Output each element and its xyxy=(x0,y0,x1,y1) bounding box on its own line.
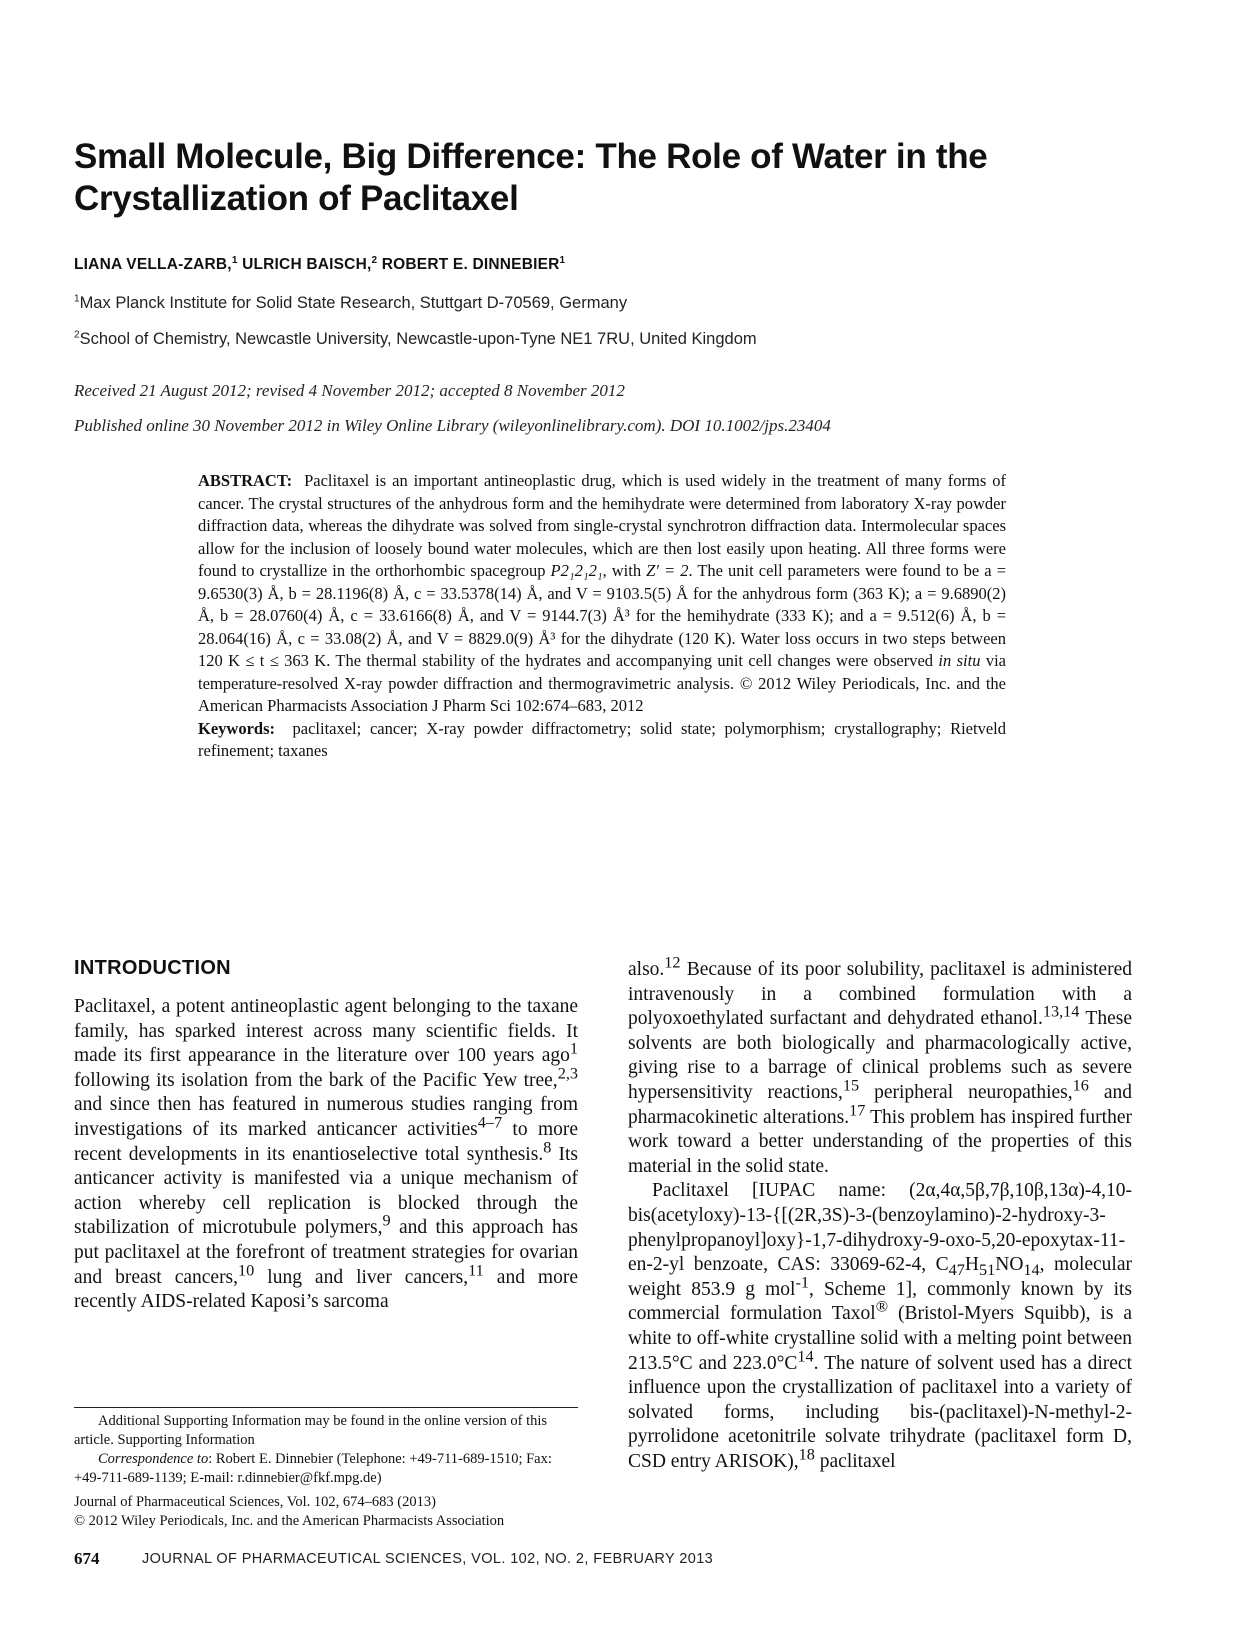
article-title: Small Molecule, Big Difference: The Role of Water in the Crystallization of Paclitaxel xyxy=(74,137,988,218)
abstract-label: ABSTRACT: xyxy=(198,471,293,490)
author-list xyxy=(74,256,565,274)
author-name: ROBERT E. DINNEBIER xyxy=(381,256,560,273)
section-heading-introduction: INTRODUCTION xyxy=(74,957,231,979)
body-column-right xyxy=(628,953,1133,1474)
publication-info: Published online 30 November 2012 in Wiley Online Library (wileyonlinelibrary.com). DOI 10.1002/jps.23404 xyxy=(74,416,831,435)
received-dates: Received 21 August 2012; revised 4 November 2012; accepted 8 November 2012 xyxy=(74,381,625,400)
author-name: ULRICH BAISCH, xyxy=(242,256,372,273)
abstract-text: ABSTRACT: Paclitaxel is an important antineoplastic drug, which is used widely in the treatment of many forms of cancer. The crystal structures of the anhydrous form and the hemihydrate were determined from laboratory X-ray powder diffraction data, whereas the dihydrate was solved from single-crystal synchrotron diffraction data. Intermolecular spaces allow for the inclusion of loosely bound water molecules, which are then lost easily upon heating. All three forms were found to crystallize in the orthorhombic spacegroup P2₁2₁2₁, with Z′ = 2. The unit cell parameters were found to be a = 9.6530(3) Å, b = 28.1196(8) Å, c = 33.5378(14) Å, and V = 9103.5(5) Å for the anhydrous form (363 K); a = 9.6890(2) Å, b = 28.0760(4) Å, c = 33.6166(8) Å, and V = 9144.7(3) Å³ for the hemihydrate (333 K); and a = 9.512(6) Å, b = 28.064(16) Å, c = 33.08(2) Å, and V = 8829.0(9) Å³ for the dihydrate (120 K). Water loss occurs in two steps between 120 K ≤ t ≤ 363 K. The thermal stability of the hydrates and accompanying unit cell changes were observed in situ via temperature-resolved X-ray powder diffraction and thermogravimetric analysis. © 2012 Wiley Periodicals, Inc. and the American Pharmacists Association J Pharm Sci 102:674–683, 2012 xyxy=(198,471,1007,715)
running-head: JOURNAL OF PHARMACEUTICAL SCIENCES, VOL. 102, NO. 2, FEBRUARY 2013 xyxy=(142,1551,714,1567)
paragraph: Paclitaxel [IUPAC name: (2α,4α,5β,7β,10β,13α)-4,10-bis(acetyloxy)-13-{[(2R,3S)-3-(benzoylamino)-2-hydroxy-3-phenylpropanoyl]oxy}-1,7-dihydroxy-9-oxo-5,20-epoxytax-11-en-2-yl benzoate, CAS: 33069-62-4, $C_{47}H_{51}NO_{14}$, molecular weight 853.9 g mol$^{-1}$, Scheme 1], commonly known by its commercial formulation Taxol® (Bristol-Myers Squibb), is a white to off-white crystalline solid with a melting point between 213.5°C and $223.0^\circ C^{14}$. The nature of solvent used has a direct influence upon the crystallization of paclitaxel into a variety of solvated forms, including bis-(paclitaxel)-N-methyl-2-pyrrolidone acetonitrile solvate trihydrate (paclitaxel form D, CSD entry ARISOK),$^{18}$ paclitaxel xyxy=(628,1180,1133,1472)
footnote-divider xyxy=(74,1407,578,1408)
affiliation-2: $^2$School of Chemistry, Newcastle University, Newcastle-upon-Tyne NE1 7RU, United Kingdom xyxy=(74,329,757,348)
author-affiliation-number: 1 xyxy=(231,254,238,266)
affiliation-1: $^1$Max Planck Institute for Solid State Research, Stuttgart D-70569, Germany xyxy=(74,293,628,312)
keywords-label: Keywords: xyxy=(198,718,275,738)
footnote-journal-info: Journal of Pharmaceutical Sciences, Vol. 102, 674–683 (2013) © 2012 Wiley Periodicals, Inc. and the American Pharmacists Association xyxy=(74,1494,505,1529)
footnote-correspondence: Correspondence to: Robert E. Dinnebier (Telephone: +49-711-689-1510; Fax: +49-711-689-1139; E-mail: r.dinnebier@fkf.mpg.de) xyxy=(74,1451,552,1486)
author-name: LIANA VELLA-ZARB, xyxy=(74,256,232,273)
body-column-left: Paclitaxel, a potent antineoplastic agent belonging to the taxane family, has sparked interest across many scientific fields. It made its first appearance in the literature over 100 years ago$^1$ following its isolation from the bark of the Pacific Yew tree,$^{2,3}$ and since then has featured in numerous studies ranging from investigations of its marked anticancer activities$^{4-7}$ to more recent developments in its enantioselective total synthesis.$^8$ Its anticancer activity is manifested via a unique mechanism of action whereby cell replication is blocked through the stabilization of microtubule polymers,$^9$ and this approach has put paclitaxel at the forefront of treatment strategies for ovarian and breast cancers,$^{10}$ lung and liver cancers,$^{11}$ and more recently AIDS-related Kaposi’s sarcoma xyxy=(74,996,579,1313)
author-affiliation-number: 1 xyxy=(559,254,566,266)
keywords: Keywords: paclitaxel; cancer; X-ray powder diffractometry; solid state; polymorphism; crystallography; Rietveld refinement; taxanes xyxy=(198,718,1006,760)
author-affiliation-number: 2 xyxy=(371,254,378,266)
paragraph: also.$^{12}$ Because of its poor solubility, paclitaxel is administered intravenously in a combined formulation with a polyoxoethylated surfactant and dehydrated ethanol.$^{13,14}$ These solvents are both biologically and pharmacologically active, giving rise to a barrage of clinical problems such as severe hypersensitivity reactions,$^{15}$ peripheral neuropathies,$^{16}$ and pharmacokinetic alterations.$^{17}$ This problem has inspired further work toward a better understanding of the properties of this material in the solid state. xyxy=(628,953,1133,1177)
footnote-supporting-info: Additional Supporting Information may be found in the online version of this article. Supporting Information xyxy=(74,1413,548,1448)
page-number: 674 xyxy=(74,1549,100,1568)
abstract-block xyxy=(198,470,1006,763)
